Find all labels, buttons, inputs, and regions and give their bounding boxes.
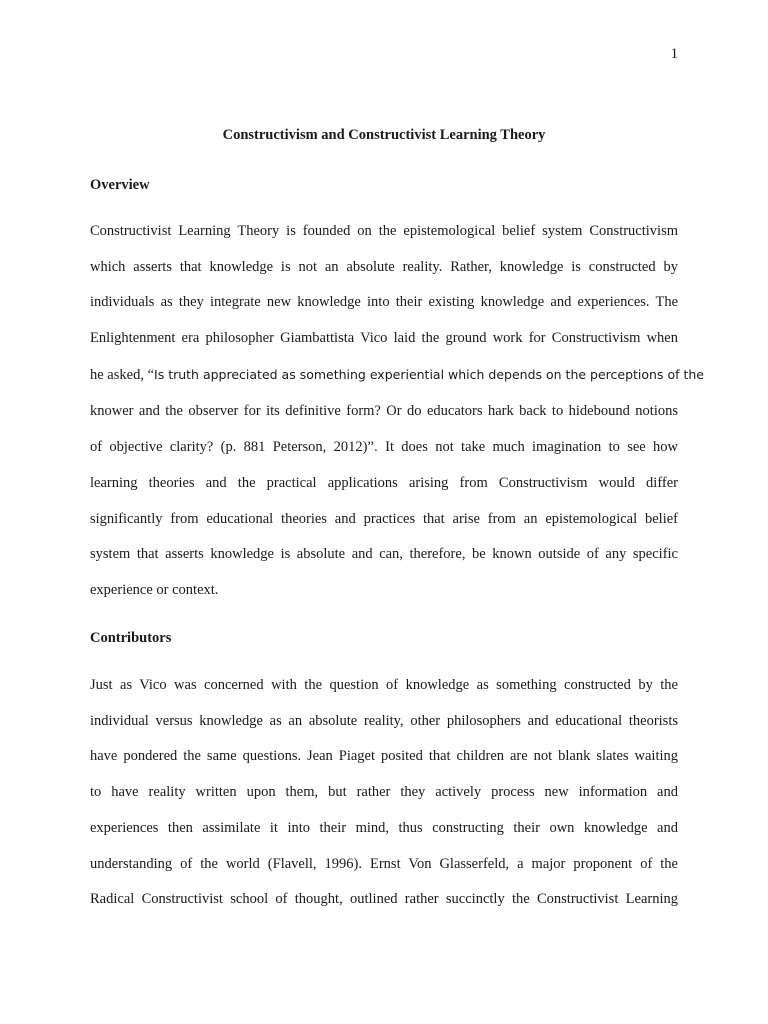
section-heading-contributors: Contributors <box>90 630 172 646</box>
paragraph-line: system that asserts knowledge is absolute and can, therefore, be known outside of any specific <box>90 546 678 563</box>
paragraph-line: Radical Constructivist school of thought, outlined rather succinctly the Constructivist Learning <box>90 891 678 908</box>
paragraph-line: experience or context. <box>90 582 219 599</box>
quote-text: Is truth appreciated as something experiential which depends on the perceptions of the <box>154 366 704 382</box>
quote-end: of objective clarity? (p. 881 Peterson, 2012)” <box>90 439 374 456</box>
paragraph-line: which asserts that knowledge is not an absolute reality. Rather, knowledge is constructed by <box>90 258 678 275</box>
paragraph-line: individuals as they integrate new knowledge into their existing knowledge and experiences. The <box>90 294 678 311</box>
paragraph-line <box>90 429 678 466</box>
paragraph-line: have pondered the same questions. Jean Piaget posited that children are not blank slates waiting <box>90 748 678 765</box>
quote-period: . <box>373 439 378 455</box>
contributors-paragraph <box>90 668 678 918</box>
section-heading-overview: Overview <box>90 177 150 193</box>
paragraph-line: Just as Vico was concerned with the question of knowledge as something constructed by the <box>90 677 678 693</box>
overview-paragraph <box>90 214 704 609</box>
document-title: Constructivism and Constructivist Learning Theory <box>222 127 546 143</box>
paragraph-line: individual versus knowledge as an absolute reality, other philosophers and educational theorists <box>90 712 678 729</box>
paragraph-line: knower and the observer for its definitive form? Or do educators hark back to hidebound notions <box>90 402 678 419</box>
paragraph-line: understanding of the world (Flavell, 1996). Ernst Von Glasserfeld, a major proponent of the <box>90 855 678 872</box>
paragraph-line: to have reality written upon them, but rather they actively process new information and <box>90 784 678 801</box>
paragraph-line: experiences then assimilate it into their mind, thus constructing their own knowledge and <box>90 819 678 836</box>
sentence-continuation: It does not take much imagination to see how <box>377 439 678 456</box>
page-number: 1 <box>670 46 678 62</box>
paragraph-line: Enlightenment era philosopher Giambattista Vico laid the ground work for Constructivism when <box>90 330 678 347</box>
paragraph-line <box>90 357 704 394</box>
paragraph-line: learning theories and the practical applications arising from Constructivism would differ <box>90 474 678 491</box>
paragraph-line: Constructivist Learning Theory is founded on the epistemological belief system Constructivism <box>90 223 678 239</box>
quote-lead-in: he asked, “ <box>90 366 155 383</box>
paragraph-line: significantly from educational theories and practices that arise from an epistemological belief <box>90 510 678 527</box>
